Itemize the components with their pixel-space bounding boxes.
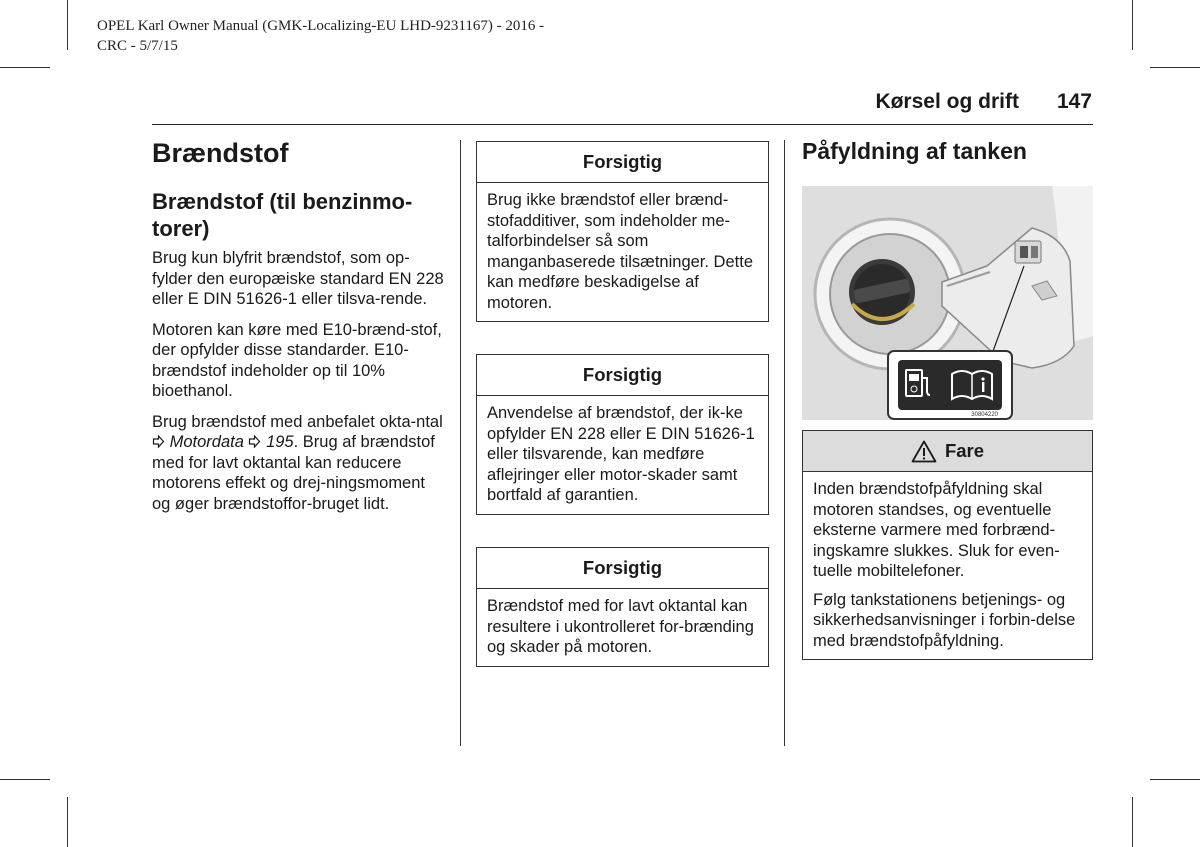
right-column [802, 136, 1093, 172]
caution-text: Brændstof med for lavt oktantal kan resultere i ukontrolleret for-brænding og skader på motoren. [487, 597, 754, 656]
caution-title: Forsigtig [477, 142, 768, 183]
page-number: 147 [1056, 90, 1092, 113]
print-header-line: CRC - 5/7/15 [97, 38, 178, 54]
reference-arrow-icon [248, 435, 261, 448]
reference-arrow-icon [152, 435, 165, 448]
subtitle-line: Brændstof (til benzinmo- [152, 189, 413, 214]
body-paragraph: Motoren kan køre med E10-brænd-stof, der opfylder disse standarder. E10-brændstof indeholder op til 10% bioethanol. [152, 320, 442, 400]
reference-link[interactable]: Motordata [169, 433, 244, 451]
caution-box [476, 141, 769, 322]
column-divider [460, 140, 461, 746]
crop-mark [0, 67, 50, 68]
warning-triangle-icon [911, 440, 937, 463]
danger-box [802, 430, 1093, 660]
section-title-refuel: Påfyldning af tanken [802, 138, 1027, 164]
crop-mark [67, 797, 68, 847]
danger-header [803, 431, 1092, 472]
caution-box [476, 354, 769, 515]
left-column [152, 136, 444, 524]
running-head [875, 90, 1092, 114]
fuel-filler-illustration [802, 186, 1093, 420]
danger-body [803, 472, 1092, 659]
crop-mark [1132, 797, 1133, 847]
caution-text: Brug ikke brændstof eller brænd-stofadditiver, som indeholder me-talforbindelser så som manganbaserede tilsætninger. Dette kan medføre beskadigelse af motoren. [487, 191, 753, 312]
danger-title: Fare [944, 440, 985, 461]
page-title: Brændstof [152, 138, 289, 168]
column-divider [784, 140, 785, 746]
reference-page-link[interactable]: 195 [266, 433, 294, 451]
section-title: Kørsel og drift [875, 90, 1019, 113]
body-paragraph: Brug brændstof med anbefalet okta-ntal Motordata 195. Brug af brændstof med for lavt oktantal kan reducere motorens effekt og drej-ningsmoment og øger brændstoffor-bruget lidt. [152, 412, 443, 513]
body-paragraph: Brug kun blyfrit brændstof, som op-fylder den europæiske standard EN 228 eller E DIN 51626-1 eller tilsva-rende. [152, 249, 444, 308]
caution-box [476, 547, 769, 667]
header-rule [152, 124, 1093, 125]
crop-mark [1132, 0, 1133, 50]
section-subtitle [152, 188, 444, 242]
crop-mark [1150, 67, 1200, 68]
print-header [97, 16, 617, 56]
crop-mark [0, 779, 50, 780]
print-header-line: OPEL Karl Owner Manual (GMK-Localizing-EU LHD-9231167) - 2016 - [97, 18, 545, 34]
subtitle-line: torer) [152, 216, 210, 241]
crop-mark [67, 0, 68, 50]
caution-text: Anvendelse af brændstof, der ik-ke opfylder EN 228 eller E DIN 51626-1 eller tilsvarende, kan medføre aflejringer eller motor-skader samt bortfald af garantien. [487, 404, 755, 504]
crop-mark [1150, 779, 1200, 780]
illustration-code: 30804220 [971, 412, 998, 418]
caution-title: Forsigtig [477, 355, 768, 396]
danger-paragraph: Inden brændstofpåfyldning skal motoren standses, og eventuelle eksterne varmere med forbrænd-ingskamre slukkes. Sluk for even-tuelle mobiltelefoner. [813, 480, 1060, 580]
caution-title: Forsigtig [477, 548, 768, 589]
danger-paragraph: Følg tankstationens betjenings- og sikkerhedsanvisninger i forbin-delse med brændstofpåfyldning. [813, 590, 1076, 650]
